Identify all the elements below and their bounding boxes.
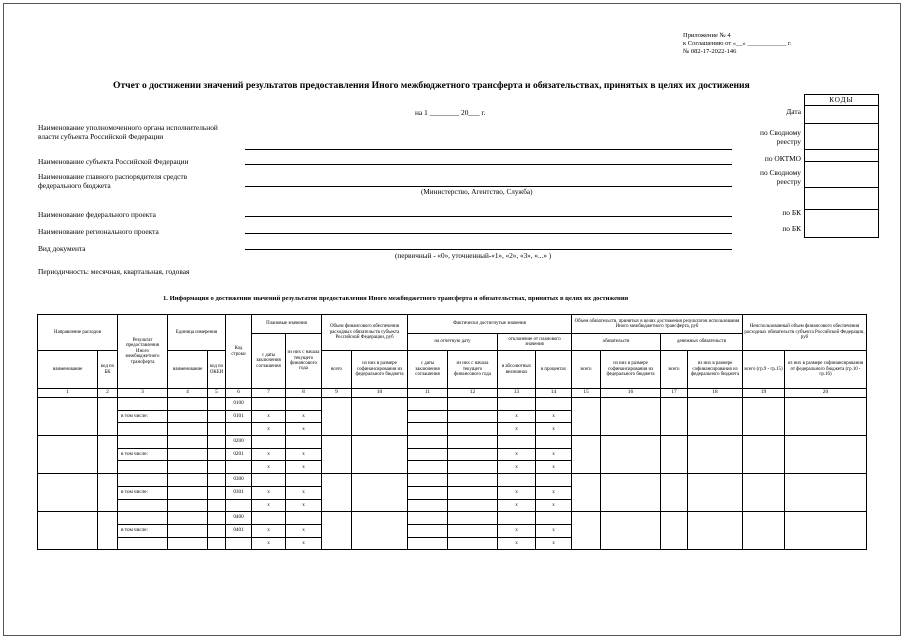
column-number: 19 <box>743 389 785 398</box>
cell-fact-year[interactable] <box>448 499 498 512</box>
column-number: 6 <box>226 389 252 398</box>
cell-fact-year[interactable] <box>448 448 498 461</box>
cell-result[interactable] <box>118 423 168 436</box>
cell-result[interactable] <box>118 474 168 487</box>
cell-result[interactable] <box>118 398 168 411</box>
field-label-subject: Наименование субъекта Российской Федерации <box>38 157 189 166</box>
cell-unused-cofin[interactable] <box>785 474 867 512</box>
cell-okei[interactable] <box>208 410 226 423</box>
cell-dev-pct[interactable]: x <box>536 486 572 499</box>
cell-obl-total[interactable] <box>572 474 601 512</box>
th-obl-cofin: из них в размере софинансирования из федерального бюджета <box>601 351 661 389</box>
cell-volume-total[interactable] <box>322 474 352 512</box>
cell-obl-total[interactable] <box>572 512 601 550</box>
th-fact: Фактически достигнутые значения <box>408 315 572 334</box>
cell-dev-abs[interactable] <box>498 436 536 449</box>
cell-okei[interactable] <box>208 486 226 499</box>
column-number: 9 <box>322 389 352 398</box>
cell-plan-year[interactable] <box>286 398 322 411</box>
cell-fact-date[interactable] <box>408 474 448 487</box>
cell-okei[interactable] <box>208 512 226 525</box>
cell-fact-date[interactable] <box>408 524 448 537</box>
cell-unused-cofin[interactable] <box>785 512 867 550</box>
column-number: 3 <box>118 389 168 398</box>
cell-dev-abs[interactable]: x <box>498 410 536 423</box>
cell-plan-year[interactable] <box>286 474 322 487</box>
th-bk: код по БК <box>98 351 118 389</box>
field-line-doc-type[interactable] <box>245 249 732 250</box>
column-number: 4 <box>168 389 208 398</box>
cell-unit-name[interactable] <box>168 410 208 423</box>
column-number: 12 <box>448 389 498 398</box>
cell-okei[interactable] <box>208 423 226 436</box>
th-unused-cofin: из них в размере софинансирования от федерального бюджета (гр.10 - гр.16) <box>785 351 867 389</box>
table-row <box>38 398 867 411</box>
cell-mon-total[interactable] <box>661 512 688 550</box>
annex-block <box>683 32 792 56</box>
cell-fact-date[interactable] <box>408 512 448 525</box>
cell-direction-bk[interactable] <box>98 474 118 512</box>
cell-plan-date[interactable]: x <box>252 499 286 512</box>
column-number: 8 <box>286 389 322 398</box>
column-number: 14 <box>536 389 572 398</box>
cell-dev-abs[interactable] <box>498 398 536 411</box>
codes-box <box>804 94 879 238</box>
periodicity-label: Периодичность: месячная, квартальная, годовая <box>38 267 190 276</box>
th-report-date: на отчетную дату <box>408 334 498 351</box>
cell-unit-name[interactable] <box>168 436 208 449</box>
cell-unit-name[interactable] <box>168 524 208 537</box>
cell-okei[interactable] <box>208 398 226 411</box>
th-unit: Единица измерения <box>168 315 226 351</box>
cell-unit-name[interactable] <box>168 474 208 487</box>
cell-plan-date[interactable] <box>252 474 286 487</box>
cell-plan-year[interactable] <box>286 436 322 449</box>
cell-row-code <box>226 461 252 474</box>
cell-dev-abs[interactable]: x <box>498 486 536 499</box>
cell-fact-year[interactable] <box>448 461 498 474</box>
cell-dev-abs[interactable]: x <box>498 448 536 461</box>
cell-fact-year[interactable] <box>448 486 498 499</box>
cell-direction-name[interactable] <box>38 474 98 512</box>
cell-dev-abs[interactable]: x <box>498 537 536 550</box>
cell-okei[interactable] <box>208 499 226 512</box>
table-row <box>38 436 867 449</box>
cell-volume-total[interactable] <box>322 512 352 550</box>
report-title: Отчет о достижении значений результатов предоставления Иного межбюджетного трансферта и обязательствах, принятых в целях их достижения <box>113 80 750 91</box>
cell-unused-cofin[interactable] <box>785 398 867 436</box>
column-number: 13 <box>498 389 536 398</box>
cell-row-code <box>226 423 252 436</box>
th-fact-year: из них с начала текущего финансового года <box>448 351 498 389</box>
cell-plan-year[interactable]: x <box>286 537 322 550</box>
column-number: 16 <box>601 389 661 398</box>
cell-dev-abs[interactable] <box>498 512 536 525</box>
cell-dev-abs[interactable]: x <box>498 524 536 537</box>
cell-direction-name[interactable] <box>38 436 98 474</box>
cell-fact-year[interactable] <box>448 410 498 423</box>
th-vol-total: всего <box>322 351 352 389</box>
cell-fact-date[interactable] <box>408 436 448 449</box>
cell-obl-cofin[interactable] <box>601 436 661 474</box>
cell-plan-date[interactable] <box>252 398 286 411</box>
cell-dev-pct[interactable] <box>536 436 572 449</box>
cell-dev-pct[interactable]: x <box>536 537 572 550</box>
cell-result[interactable]: в том числе: <box>118 448 168 461</box>
cell-dev-pct[interactable] <box>536 398 572 411</box>
cell-result[interactable] <box>118 537 168 550</box>
label-svod-2: по Сводному реестру <box>760 168 801 186</box>
cell-plan-date[interactable] <box>252 512 286 525</box>
cell-fact-year[interactable] <box>448 512 498 525</box>
cell-result[interactable] <box>118 512 168 525</box>
cell-plan-year[interactable]: x <box>286 423 322 436</box>
cell-fact-year[interactable] <box>448 423 498 436</box>
th-plan-date: с даты заключения соглашения <box>252 334 286 389</box>
cell-fact-year[interactable] <box>448 524 498 537</box>
cell-unused-total[interactable] <box>743 474 785 512</box>
cell-unit-name[interactable] <box>168 461 208 474</box>
cell-row-code: 0101 <box>226 410 252 423</box>
column-number: 10 <box>352 389 408 398</box>
field-line-organ[interactable] <box>245 149 732 150</box>
cell-dev-abs[interactable] <box>498 474 536 487</box>
cell-unit-name[interactable] <box>168 448 208 461</box>
cell-dev-pct[interactable]: x <box>536 524 572 537</box>
cell-okei[interactable] <box>208 448 226 461</box>
th-abs: в абсолютных величинах <box>498 351 536 389</box>
th-plan-year: из них с начала текущего финансового года <box>286 334 322 389</box>
column-number: 20 <box>785 389 867 398</box>
cell-fact-date[interactable] <box>408 537 448 550</box>
field-line-subject[interactable] <box>245 164 732 165</box>
code-cell-date[interactable] <box>805 106 878 124</box>
cell-mon-total[interactable] <box>661 398 688 436</box>
cell-okei[interactable] <box>208 461 226 474</box>
cell-okei[interactable] <box>208 474 226 487</box>
th-direction: Направление расходов <box>38 315 118 351</box>
th-commit: Объем обязательств, принятых в целях достижения результатов использования Иного межбюджетного трансферта, руб <box>572 315 743 334</box>
cell-volume-cofin[interactable] <box>352 474 408 512</box>
cell-unit-name[interactable] <box>168 512 208 525</box>
label-date: Дата <box>786 107 801 116</box>
field-label-doc-type: Вид документа <box>38 244 86 253</box>
codes-header: КОДЫ <box>805 95 878 106</box>
cell-dev-abs[interactable]: x <box>498 423 536 436</box>
th-unused-total: всего (гр.9 - гр.15) <box>743 351 785 389</box>
cell-mon-cofin[interactable] <box>688 474 743 512</box>
cell-volume-cofin[interactable] <box>352 512 408 550</box>
th-mon-total: всего <box>661 351 688 389</box>
cell-volume-cofin[interactable] <box>352 436 408 474</box>
field-line-fed-project[interactable] <box>245 216 732 217</box>
label-bk-1: по БК <box>782 208 801 217</box>
doc-type-hint: (первичный - «0», уточненный-«1», «2», «3», «...» ) <box>395 252 552 260</box>
cell-fact-date[interactable] <box>408 486 448 499</box>
cell-result[interactable]: в том числе: <box>118 486 168 499</box>
grbs-hint: (Министерство, Агентство, Служба) <box>421 188 533 196</box>
cell-okei[interactable] <box>208 436 226 449</box>
cell-dev-pct[interactable]: x <box>536 423 572 436</box>
cell-direction-name[interactable] <box>38 512 98 550</box>
th-obligations: обязательств <box>572 334 661 351</box>
cell-result[interactable] <box>118 436 168 449</box>
field-line-grbs[interactable] <box>245 186 732 187</box>
cell-plan-year[interactable]: x <box>286 524 322 537</box>
cell-plan-year[interactable]: x <box>286 499 322 512</box>
cell-volume-cofin[interactable] <box>352 398 408 436</box>
column-number: 17 <box>661 389 688 398</box>
date-line: на 1 ________ 20___ г. <box>415 108 486 117</box>
cell-dev-pct[interactable]: x <box>536 461 572 474</box>
cell-obl-total[interactable] <box>572 398 601 436</box>
column-number: 7 <box>252 389 286 398</box>
annex-line-3: № 082-17-2022-146 <box>683 48 737 55</box>
th-deviation: отклонение от планового значения <box>498 334 572 351</box>
column-number-row <box>38 389 867 398</box>
cell-result[interactable] <box>118 499 168 512</box>
cell-okei[interactable] <box>208 524 226 537</box>
th-fact-date: с даты заключения соглашения <box>408 351 448 389</box>
cell-dev-pct[interactable] <box>536 474 572 487</box>
field-label-grbs: Наименование главного распорядителя средств федерального бюджета <box>38 172 188 190</box>
cell-row-code: 0401 <box>226 524 252 537</box>
cell-obl-cofin[interactable] <box>601 398 661 436</box>
column-number: 15 <box>572 389 601 398</box>
cell-mon-cofin[interactable] <box>688 398 743 436</box>
cell-fact-year[interactable] <box>448 436 498 449</box>
column-number: 18 <box>688 389 743 398</box>
field-line-reg-project[interactable] <box>245 233 732 234</box>
annex-line-2: к Соглашению от «__» ____________ г. <box>683 40 792 47</box>
cell-plan-date[interactable]: x <box>252 461 286 474</box>
cell-dev-pct[interactable]: x <box>536 448 572 461</box>
code-cell-oktmo[interactable] <box>805 150 878 162</box>
table-row <box>38 474 867 487</box>
th-vol-cofin: из них в размере софинансирования из федерального бюджета <box>352 351 408 389</box>
cell-mon-total[interactable] <box>661 436 688 474</box>
code-cell-bk2[interactable] <box>805 210 878 229</box>
cell-unused-total[interactable] <box>743 398 785 436</box>
cell-row-code <box>226 537 252 550</box>
code-cell-svod1[interactable] <box>805 124 878 150</box>
cell-obl-total[interactable] <box>572 436 601 474</box>
column-number: 5 <box>208 389 226 398</box>
cell-unit-name[interactable] <box>168 537 208 550</box>
th-name: наименование <box>38 351 98 389</box>
cell-obl-cofin[interactable] <box>601 474 661 512</box>
cell-unused-total[interactable] <box>743 436 785 474</box>
cell-result[interactable] <box>118 461 168 474</box>
cell-direction-name[interactable] <box>38 398 98 436</box>
th-mon-cofin: из них в размере софинансирования из федерального бюджета <box>688 351 743 389</box>
cell-plan-date[interactable] <box>252 436 286 449</box>
report-table <box>37 314 867 550</box>
cell-fact-date[interactable] <box>408 448 448 461</box>
th-unused: Неиспользованный объем финансового обеспечения расходных обязательств субъекта Российской Федерации, руб <box>743 315 867 351</box>
th-unit-name: наименование <box>168 351 208 389</box>
th-volume: Объем финансового обеспечения расходных обязательств субъекта Российской Федерации, руб <box>322 315 408 351</box>
cell-dev-pct[interactable]: x <box>536 499 572 512</box>
cell-fact-year[interactable] <box>448 537 498 550</box>
cell-plan-year[interactable]: x <box>286 410 322 423</box>
cell-result[interactable]: в том числе: <box>118 524 168 537</box>
th-result: Результат предоставления Иного межбюджетного трансферта <box>118 315 168 389</box>
cell-volume-total[interactable] <box>322 398 352 436</box>
cell-plan-year[interactable]: x <box>286 448 322 461</box>
cell-plan-date[interactable]: x <box>252 537 286 550</box>
cell-mon-cofin[interactable] <box>688 436 743 474</box>
cell-fact-date[interactable] <box>408 461 448 474</box>
cell-plan-date[interactable]: x <box>252 486 286 499</box>
column-number: 1 <box>38 389 98 398</box>
code-cell-bk1[interactable] <box>805 188 878 210</box>
cell-obl-cofin[interactable] <box>601 512 661 550</box>
cell-fact-year[interactable] <box>448 398 498 411</box>
cell-dev-pct[interactable]: x <box>536 410 572 423</box>
cell-fact-date[interactable] <box>408 398 448 411</box>
cell-fact-date[interactable] <box>408 410 448 423</box>
cell-plan-date[interactable]: x <box>252 448 286 461</box>
cell-unit-name[interactable] <box>168 499 208 512</box>
cell-row-code: 0100 <box>226 398 252 411</box>
cell-row-code: 0301 <box>226 486 252 499</box>
cell-dev-abs[interactable]: x <box>498 461 536 474</box>
cell-unit-name[interactable] <box>168 423 208 436</box>
cell-fact-date[interactable] <box>408 423 448 436</box>
cell-row-code <box>226 499 252 512</box>
cell-direction-bk[interactable] <box>98 512 118 550</box>
column-number: 2 <box>98 389 118 398</box>
annex-line-1: Приложение № 4 <box>683 32 731 39</box>
field-label-reg-project: Наименование регионального проекта <box>38 227 159 236</box>
cell-plan-year[interactable] <box>286 512 322 525</box>
th-okei: код по ОКЕИ <box>208 351 226 389</box>
cell-unit-name[interactable] <box>168 486 208 499</box>
th-monetary: денежных обязательств <box>661 334 743 351</box>
cell-unused-total[interactable] <box>743 512 785 550</box>
cell-row-code: 0201 <box>226 448 252 461</box>
cell-result[interactable]: в том числе: <box>118 410 168 423</box>
cell-row-code: 0300 <box>226 474 252 487</box>
cell-unit-name[interactable] <box>168 398 208 411</box>
field-label-fed-project: Наименование федерального проекта <box>38 210 156 219</box>
th-pct: в процентах <box>536 351 572 389</box>
column-number: 11 <box>408 389 448 398</box>
cell-mon-cofin[interactable] <box>688 512 743 550</box>
th-code: Код строки <box>226 315 252 389</box>
cell-plan-date[interactable]: x <box>252 423 286 436</box>
th-plan: Плановые значения <box>252 315 322 334</box>
cell-direction-bk[interactable] <box>98 436 118 474</box>
cell-okei[interactable] <box>208 537 226 550</box>
cell-row-code: 0400 <box>226 512 252 525</box>
cell-row-code: 0200 <box>226 436 252 449</box>
cell-dev-pct[interactable] <box>536 512 572 525</box>
cell-dev-abs[interactable]: x <box>498 499 536 512</box>
cell-plan-year[interactable]: x <box>286 486 322 499</box>
th-obl-total: всего <box>572 351 601 389</box>
cell-plan-date[interactable]: x <box>252 524 286 537</box>
section-title: 1. Информация о достижении значений результатов предоставления Иного межбюджетного трансферта и обязательствах, принятых в целях их достижения <box>163 295 629 302</box>
label-oktmo: по ОКТМО <box>764 154 801 163</box>
cell-fact-date[interactable] <box>408 499 448 512</box>
cell-plan-year[interactable]: x <box>286 461 322 474</box>
cell-volume-total[interactable] <box>322 436 352 474</box>
table-row <box>38 512 867 525</box>
cell-fact-year[interactable] <box>448 474 498 487</box>
label-bk-2: по БК <box>782 224 801 233</box>
cell-plan-date[interactable]: x <box>252 410 286 423</box>
cell-mon-total[interactable] <box>661 474 688 512</box>
field-label-organ: Наименование уполномоченного органа исполнительной власти субъекта Российской Федерации <box>38 123 218 141</box>
label-svod-1: по Сводному реестру <box>760 128 801 146</box>
code-cell-svod2[interactable] <box>805 162 878 188</box>
cell-unused-cofin[interactable] <box>785 436 867 474</box>
cell-direction-bk[interactable] <box>98 398 118 436</box>
